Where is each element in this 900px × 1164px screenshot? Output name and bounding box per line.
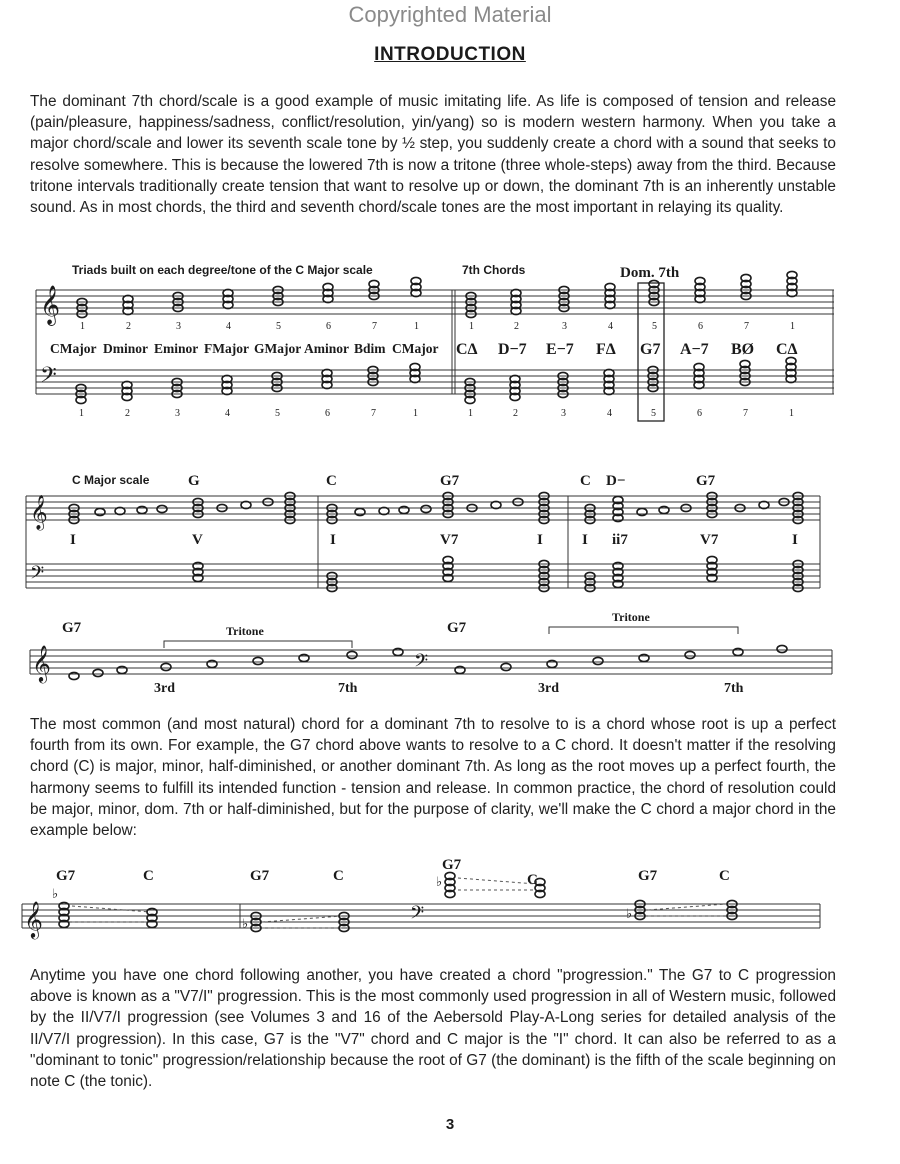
- svg-text:♭: ♭: [626, 906, 633, 921]
- notehead: [637, 508, 647, 515]
- roman-numeral: I: [582, 532, 588, 548]
- notehead: [137, 506, 147, 513]
- notehead: [639, 654, 649, 661]
- notehead: [95, 508, 105, 515]
- scale-label: C Major scale: [72, 473, 150, 487]
- degree-number: 2: [126, 321, 131, 332]
- chord-symbol: G7: [638, 868, 658, 884]
- bass-clef-icon: 𝄢: [40, 363, 57, 392]
- sevenths-heading: 7th Chords: [462, 263, 526, 277]
- interval-label: 3rd: [538, 681, 559, 696]
- notehead: [161, 663, 171, 670]
- notehead: [117, 666, 127, 673]
- notehead: [659, 506, 669, 513]
- degree-number: 6: [698, 321, 703, 332]
- degree-number: 5: [651, 408, 656, 419]
- chord-symbol: G7: [442, 857, 462, 873]
- chord-symbol: C: [719, 868, 730, 884]
- intro-paragraph: The dominant 7th chord/scale is a good example of music imitating life. As life is composed of tension and release (pain/pleasure, happiness/sadness, conflict/resolution, yin/yang) so is modern western harmony. When you take a major chord/scale and lower its seventh scale tone by ½ step, you suddenly create a chord with a sound that seeks to resolve somewhere. This is because the lowered 7th is now a tritone (three whole-steps) away from the third. Because tritone intervals traditionally create tension that want to resolve up or down, the dominant 7th is an inherently unstable sound. As in most chords, the third and seventh chord/scale tones are the most important in relaying its quality.: [30, 93, 836, 217]
- notehead: [421, 505, 431, 512]
- svg-text:♭: ♭: [52, 886, 59, 901]
- roman-numeral: I: [330, 532, 336, 548]
- degree-number: 5: [652, 321, 657, 332]
- degree-number: 1: [413, 408, 418, 419]
- treble-clef-icon: 𝄞: [40, 287, 61, 324]
- notehead: [299, 654, 309, 661]
- degree-number: 1: [468, 408, 473, 419]
- treble-clef-icon: 𝄞: [24, 901, 43, 937]
- scale-chord-example: [0, 468, 900, 608]
- chord-symbol: C: [326, 473, 337, 489]
- seventh-chord-name: CΔ: [456, 341, 478, 358]
- seventh-chord-name: CΔ: [776, 341, 798, 358]
- notehead: [501, 663, 511, 670]
- degree-number: 1: [469, 321, 474, 332]
- progression-paragraph: Anytime you have one chord following another, you have created a chord "progression." The G7 to C progression above is known as a "V7/I" progression. This is the most commonly used progression in all of Western music, followed by the II/V7/I progression (see Volumes 3 and 16 of the Aebersold Play-A-Long series for detailed analysis of the II/V7/I progression). In this case, G7 is the "V7" chord and C major is the "I" chord. It can also be referred to as a "dominant to tonic" progression/relationship because the root of G7 (the dominant) is the fifth of the scale beginning on note C (the tonic).: [30, 967, 836, 1091]
- dom7-heading: Dom. 7th: [620, 265, 680, 281]
- tritone-label: Tritone: [612, 610, 650, 624]
- notehead: [399, 506, 409, 513]
- chord-symbol: G7: [62, 620, 82, 636]
- bass-clef-icon: 𝄢: [30, 562, 45, 587]
- degree-number: 7: [371, 408, 376, 419]
- chord-symbol: G7: [440, 473, 460, 489]
- degree-number: 1: [790, 321, 795, 332]
- triad-name: Aminor: [304, 341, 349, 356]
- degree-number: 3: [175, 408, 180, 419]
- degree-number: 3: [176, 321, 181, 332]
- treble-clef-icon: 𝄞: [32, 645, 51, 681]
- degree-number: 6: [325, 408, 330, 419]
- notehead: [347, 651, 357, 658]
- treble-clef-icon: 𝄞: [30, 496, 48, 529]
- interval-label: 7th: [338, 681, 358, 696]
- triad-name: Dminor: [103, 341, 148, 356]
- interval-label: 3rd: [154, 681, 175, 696]
- roman-numeral: I: [537, 532, 543, 548]
- degree-number: 5: [275, 408, 280, 419]
- degree-number: 1: [789, 408, 794, 419]
- roman-numeral: V: [192, 532, 203, 548]
- degree-number: 1: [414, 321, 419, 332]
- chord-symbol: D−: [606, 473, 626, 489]
- roman-numeral: V7: [700, 532, 719, 548]
- resolution-noteheads: [59, 872, 737, 931]
- degree-number: 2: [513, 408, 518, 419]
- roman-numeral: V7: [440, 532, 459, 548]
- degree-number: 6: [697, 408, 702, 419]
- triad-name: Eminor: [154, 341, 199, 356]
- degree-number: 7: [744, 321, 749, 332]
- notehead: [393, 648, 403, 655]
- degree-number: 7: [743, 408, 748, 419]
- chord-symbol: C: [143, 868, 154, 884]
- chord-symbol: C: [527, 872, 538, 888]
- degree-number: 3: [562, 321, 567, 332]
- chord-symbol: C: [333, 868, 344, 884]
- notehead: [593, 657, 603, 664]
- chord-symbol: G7: [250, 868, 270, 884]
- triad-name: Bdim: [354, 341, 386, 356]
- seventh-chord-name: BØ: [731, 341, 755, 358]
- roman-numeral: ii7: [612, 532, 628, 548]
- chord-noteheads: [76, 271, 797, 403]
- degree-number: 5: [276, 321, 281, 332]
- degree-number: 4: [225, 408, 230, 419]
- roman-numeral: I: [792, 532, 798, 548]
- chord-symbol: G7: [696, 473, 716, 489]
- chord-symbol: G7: [56, 868, 76, 884]
- notehead: [733, 648, 743, 655]
- degree-number: 7: [372, 321, 377, 332]
- notehead: [455, 666, 465, 673]
- page-title: INTRODUCTION: [374, 44, 526, 65]
- seventh-chord-name: FΔ: [596, 341, 616, 358]
- bass-clef-icon: 𝄢: [410, 902, 425, 927]
- notehead: [777, 645, 787, 652]
- degree-number: 1: [79, 408, 84, 419]
- degree-number: 6: [326, 321, 331, 332]
- triad-name: CMajor: [50, 341, 97, 356]
- svg-text:♭: ♭: [436, 874, 443, 889]
- degree-number: 4: [607, 408, 612, 419]
- notehead: [547, 660, 557, 667]
- notehead: [207, 660, 217, 667]
- seventh-chord-name: D−7: [498, 341, 527, 358]
- notehead: [69, 672, 79, 679]
- degree-number: 2: [514, 321, 519, 332]
- tritone-example: [0, 610, 900, 706]
- bass-clef-icon: 𝄢: [414, 650, 429, 675]
- notehead: [93, 669, 103, 676]
- tritone-label: Tritone: [226, 624, 264, 638]
- notehead: [253, 657, 263, 664]
- triad-name: FMajor: [204, 341, 249, 356]
- notehead: [685, 651, 695, 658]
- svg-text:♭: ♭: [242, 916, 249, 931]
- triad-name: CMajor: [392, 341, 439, 356]
- scale-noteheads: [69, 492, 803, 591]
- chord-symbol: G7: [447, 620, 467, 636]
- roman-numeral: I: [70, 532, 76, 548]
- chord-symbol: C: [580, 473, 591, 489]
- degree-number: 4: [226, 321, 231, 332]
- interval-label: 7th: [724, 681, 744, 696]
- notehead: [157, 505, 167, 512]
- triad-name: GMajor: [254, 341, 302, 356]
- chord-symbol: G: [188, 473, 200, 489]
- seventh-chord-name: G7: [640, 341, 661, 358]
- degree-number: 1: [80, 321, 85, 332]
- page-number: 3: [445, 1116, 455, 1133]
- copyright-watermark: Copyrighted Material: [348, 2, 552, 27]
- resolution-paragraph: The most common (and most natural) chord for a dominant 7th to resolve to is a chord whose root is up a perfect fourth from its own. For example, the G7 chord above wants to resolve to a C chord. It doesn't matter if the resolving chord (C) is major, minor, half-diminished, or another dominant 7th. As long as the root moves up a perfect fourth, the harmony seems to fulfill its intended function - tension and release. In common practice, the chord of resolution could be major, minor, dom. 7th or half-diminished, but for the purpose of clarity, we'll make the C chord a major chord in the example below:: [30, 716, 836, 840]
- notehead: [355, 508, 365, 515]
- seventh-chord-name: A−7: [680, 341, 709, 358]
- chord-chart-example: [0, 258, 900, 430]
- degree-number: 4: [608, 321, 613, 332]
- degree-number: 3: [561, 408, 566, 419]
- triads-heading: Triads built on each degree/tone of the C Major scale: [72, 263, 373, 277]
- degree-number: 2: [125, 408, 130, 419]
- resolution-example: [0, 852, 900, 948]
- seventh-chord-name: E−7: [546, 341, 574, 358]
